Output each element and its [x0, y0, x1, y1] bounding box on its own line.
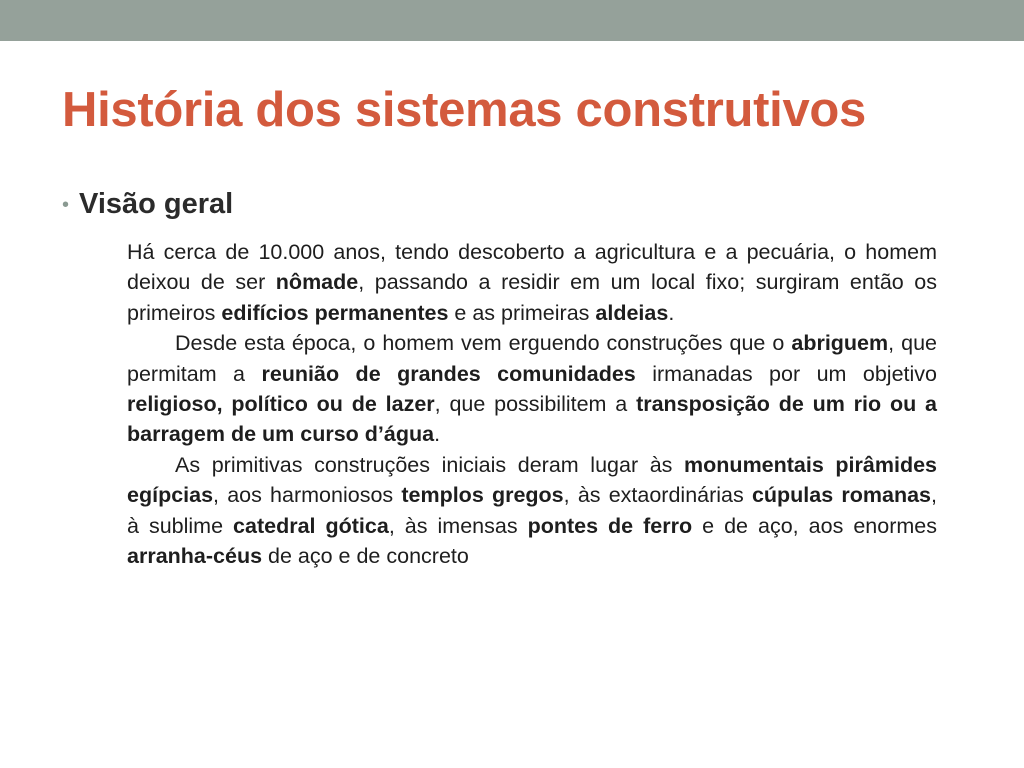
paragraph-2 — [127, 328, 937, 450]
paragraph-3 — [127, 450, 937, 572]
text-segment: , aos harmoniosos — [213, 483, 402, 508]
text-segment: , às imensas — [388, 513, 528, 538]
bold-text-segment: monumentais pirâmides egípcias — [127, 452, 937, 508]
slide-title: História dos sistemas construtivos — [62, 83, 866, 137]
paragraph-1 — [127, 237, 937, 328]
text-segment: . — [668, 300, 675, 325]
bold-text-segment: transposição de um rio ou a barragem de um curso d’água — [127, 392, 938, 447]
bullet-item — [62, 188, 233, 221]
bold-text-segment: religioso, político ou de lazer — [127, 392, 435, 417]
top-accent-bar — [0, 0, 1024, 41]
bold-text-segment: reunião de grandes comunidades — [261, 361, 636, 386]
bold-text-segment: nômade — [275, 270, 359, 295]
bold-text-segment: cúpulas romanas — [751, 483, 932, 508]
text-segment: As primitivas construções iniciais deram lugar às — [175, 452, 685, 477]
body-text — [127, 237, 937, 571]
text-segment: , passando a residir em um local fixo; surgiram então os primeiros — [127, 270, 937, 325]
text-segment: irmanadas por um objetivo — [635, 361, 937, 386]
bold-text-segment: templos gregos — [401, 483, 564, 508]
bold-text-segment: edifícios permanentes — [221, 300, 449, 325]
text-segment: , que permitam a — [127, 331, 937, 386]
text-segment: , às extaordinárias — [563, 483, 752, 508]
text-segment: . — [434, 422, 441, 447]
bold-text-segment: aldeias — [595, 300, 669, 325]
bullet-label: Visão geral — [79, 188, 234, 220]
bold-text-segment: catedral gótica — [233, 513, 389, 538]
text-segment: e as primeiras — [448, 300, 596, 325]
text-segment: Há cerca de 10.000 anos, tendo descoberto a agricultura e a pecuária, o homem deixou de ser — [127, 240, 937, 295]
bullet-dot-icon: • — [62, 193, 70, 216]
bold-text-segment: arranha-céus — [127, 544, 263, 569]
text-segment: de aço e de concreto — [262, 544, 469, 569]
text-segment: , à sublime — [127, 483, 937, 538]
text-segment: e de aço, aos enormes — [692, 513, 937, 538]
bold-text-segment: pontes de ferro — [527, 513, 693, 538]
bold-text-segment: abriguem — [791, 331, 889, 356]
text-segment: , que possibilitem a — [434, 392, 637, 417]
text-segment: Desde esta época, o homem vem erguendo construções que o — [175, 331, 792, 356]
